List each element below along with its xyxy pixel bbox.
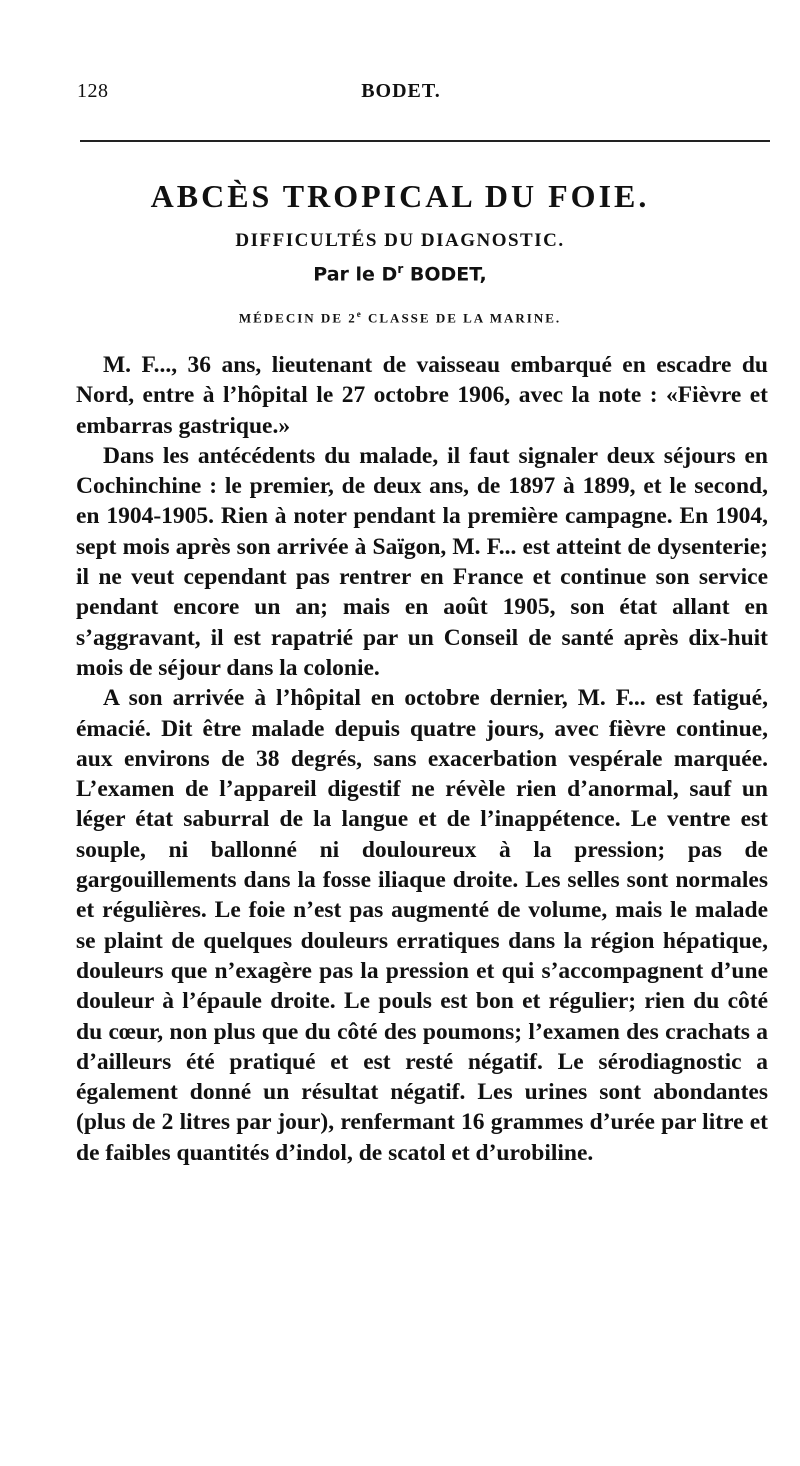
byline-prefix: Par le D [313,263,398,286]
article-subtitle: DIFFICULTÉS DU DIAGNOSTIC. [235,230,565,251]
affiliation-suffix: CLASSE DE LA MARINE. [362,310,562,326]
running-head [75,80,727,110]
paragraph: Dans les antécédents du malade, il faut signaler deux séjours en Cochinchine : le premier, de deux ans, de 1897 à 1899, et le second, en 1904-1905. Rien à noter pendant la première campagne. En 1904, sept mois après son arrivée à Saïgon, M. F... est atteint de dysenterie; il ne veut cependant pas rentrer en France et continue son service pendant encore un an; mais en août 1905, son état allant en s’aggravant, il est rapatrié par un Conseil de santé après dix-huit mois de séjour dans la colonie. [76,442,768,681]
running-title: BODET. [361,80,441,102]
author-affiliation [0,309,800,326]
affiliation-prefix: MÉDECIN DE 2 [238,310,357,326]
paragraph: A son arrivée à l’hôpital en octobre dernier, M. F... est fatigué, émacié. Dit être malade depuis quatre jours, avec fièvre continue, aux environs de 38 degrés, sans exacerbation vespérale marquée. L’examen de l’appareil digestif ne révèle rien d’anormal, sauf un léger état saburral de la langue et de l’inappétence. Le ventre est souple, ni ballonné ni douloureux à la pression; pas de gargouillements dans la fosse iliaque droite. Les selles sont normales et régulières. Le foie n’est pas augmenté de volume, mais le malade se plaint de quelques douleurs erratiques dans la région hépatique, douleurs que n’exagère pas la pression et qui s’accompagnent d’une douleur à l’épaule droite. Le pouls est bon et régulier; rien du côté du cœur, non plus que du côté des poumons; l’examen des crachats a d’ailleurs été pratiqué et est resté négatif. Le sérodiagnostic a également donné un résultat négatif. Les urines sont abondantes (plus de 2 litres par jour), renfermant 16 grammes d’urée par litre et de faibles quantités d’indol, de scatol et d’urobiline. [76,685,768,1166]
byline-name: BODET, [403,263,487,286]
paragraph: M. F..., 36 ans, lieutenant de vaisseau embarqué en escadre du Nord, entre à l’hôpital le 27 octobre 1906, avec la note : «Fièvre et embarras gastrique.» [76,352,768,439]
header-rule [80,140,770,142]
article-body [76,350,768,1168]
author-byline [0,262,800,285]
page-number: 128 [77,80,109,102]
byline-superscript: r [397,262,404,276]
affiliation-superscript: e [356,309,363,319]
article-title: ABCÈS TROPICAL DU FOIE. [150,178,650,214]
